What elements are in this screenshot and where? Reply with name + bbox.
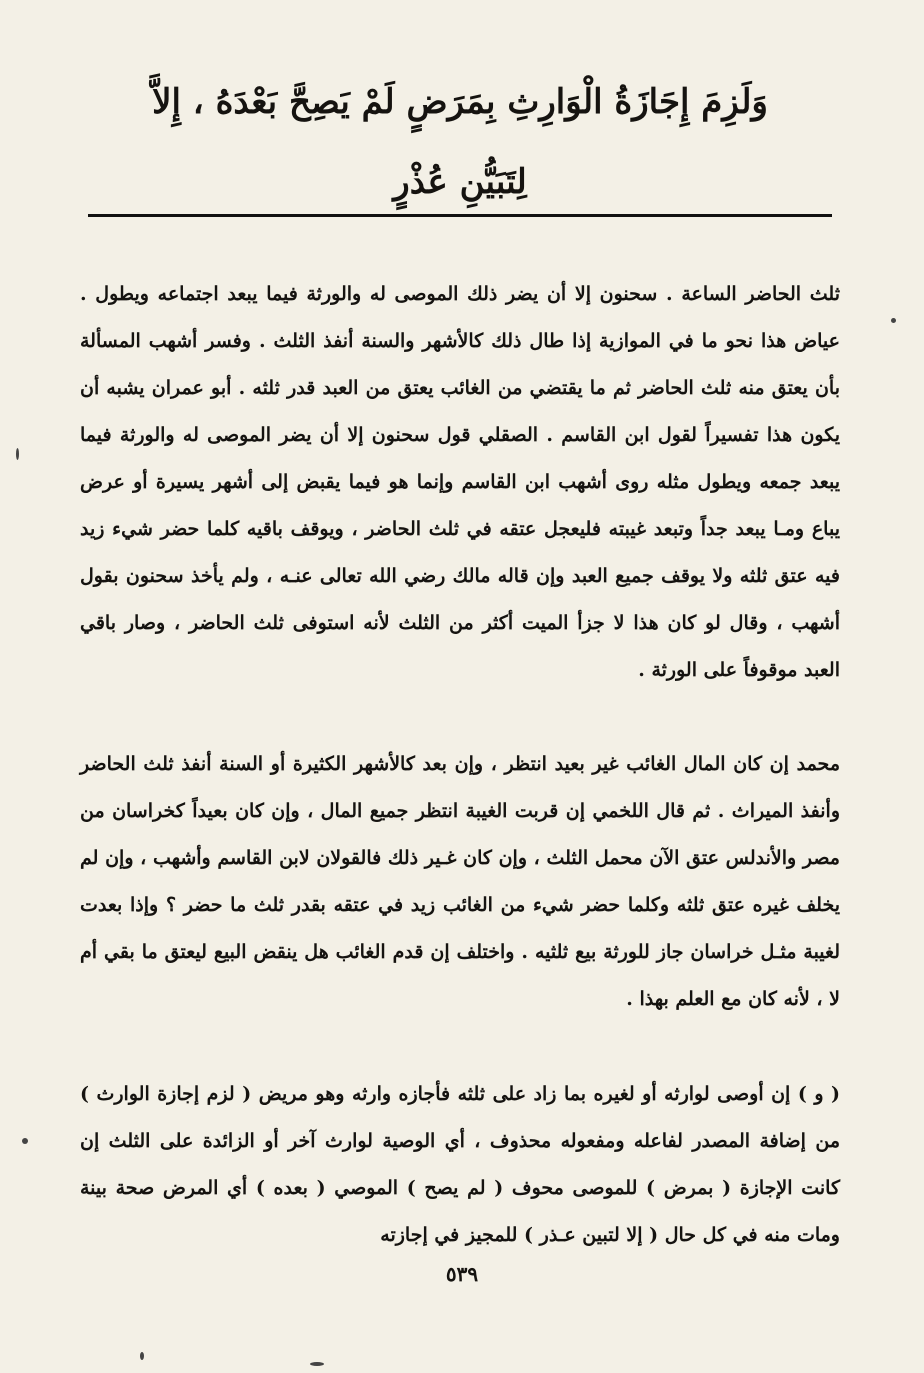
commentary-paragraph-1: ثلث الحاضر الساعة . سحنون إلا أن يضر ذلك الموصى له والورثة فيما يبعد اجتماعه ويطول . عياض هذا نحو ما في الموازية إذا طال ذلك كالأشهر والسنة أنفذ الثلث . وفسر أشهب المسألة بأن يعتق منه ثلث الحاضر ثم ما يقتضي من الغائب يعتق من العبد قدر ثلثه . أبو عمران يشبه أن يكون هذا تفسيراً لقول ابن القاسم . الصقلي قول سحنون إلا أن يضر الموصى له والورثة فيما يبعد جمعه ويطول مثله روى أشهب ابن القاسم وإنما هو فيما يقبض إلى أشهر يسيرة أو عرض يباع ومـا يبعد جداً وتبعد غيبته فليعجل عتقه في ثلث الحاضر ، ويوقف باقيه كلما حضر شيء زيد فيه عتق ثلثه ولا يوقف جميع العبد وإن قاله مالك رضي الله تعالى عنـه ، ولم يأخذ سحنون بقول أشهب ، وقال لو كان هذا لا جزأ الميت أكثر من الثلث لأنه استوفى ثلث الحاضر ، وصار باقي العبد موقوفاً على الورثة . [80, 283, 840, 681]
verse-heading-line-2: لِتَبَيُّنِ عُذْرٍ [393, 162, 527, 202]
commentary-paragraph-3: ( و ) إن أوصى لوارثه أو لغيره بما زاد على ثلثه فأجازه وارثه وهو مريض ( لزم إجازة الوارث ) من إضافة المصدر لفاعله ومفعوله محذوف ، أي الوصية لوارث آخر أو الزائدة على الثلث إن كانت الإجازة ( بمرض ) للموصى محوف ( لم يصح ) الموصي ( بعده ) أي المرض صحة بينة ومات منه في كل حال ( إلا لتبين عـذر ) للمجيز في إجازته [80, 1083, 840, 1246]
commentary-paragraph-2: محمد إن كان المال الغائب غير بعيد انتظر ، وإن بعد كالأشهر الكثيرة أو السنة أنفذ ثلث الحاضر وأنفذ الميراث . ثم قال اللخمي إن قربت الغيبة انتظر جميع المال ، وإن كان بعيداً كخراسان من مصر والأندلس عتق الآن محمل الثلث ، وإن كان غـير ذلك فالقولان لابن القاسم وأشهب ، وإن لم يخلف غيره عتق ثلثه وكلما حضر شيء من الغائب زيد في عتقه بقدر ثلث ما حضر ؟ وإذا بعدت لغيبة مثـل خراسان جاز للورثة بيع ثلثيه . واختلف إن قدم الغائب هل ينقض البيع ليعتق ما بقي أم لا ، لأنه كان مع العلم بهذا . [80, 753, 840, 1010]
scan-speck [891, 318, 896, 323]
scan-speck [22, 1138, 28, 1144]
scan-speck [16, 448, 19, 460]
page-number: ٥٣٩ [445, 1262, 479, 1286]
scan-speck [310, 1362, 324, 1366]
heading-divider [88, 214, 832, 217]
verse-heading-line-1: وَلَزِمَ إِجَازَةُ الْوَارِثِ بِمَرَضٍ لَمْ يَصِحَّ بَعْدَهُ ، إِلاَّ [152, 82, 768, 122]
scan-speck [140, 1352, 144, 1360]
